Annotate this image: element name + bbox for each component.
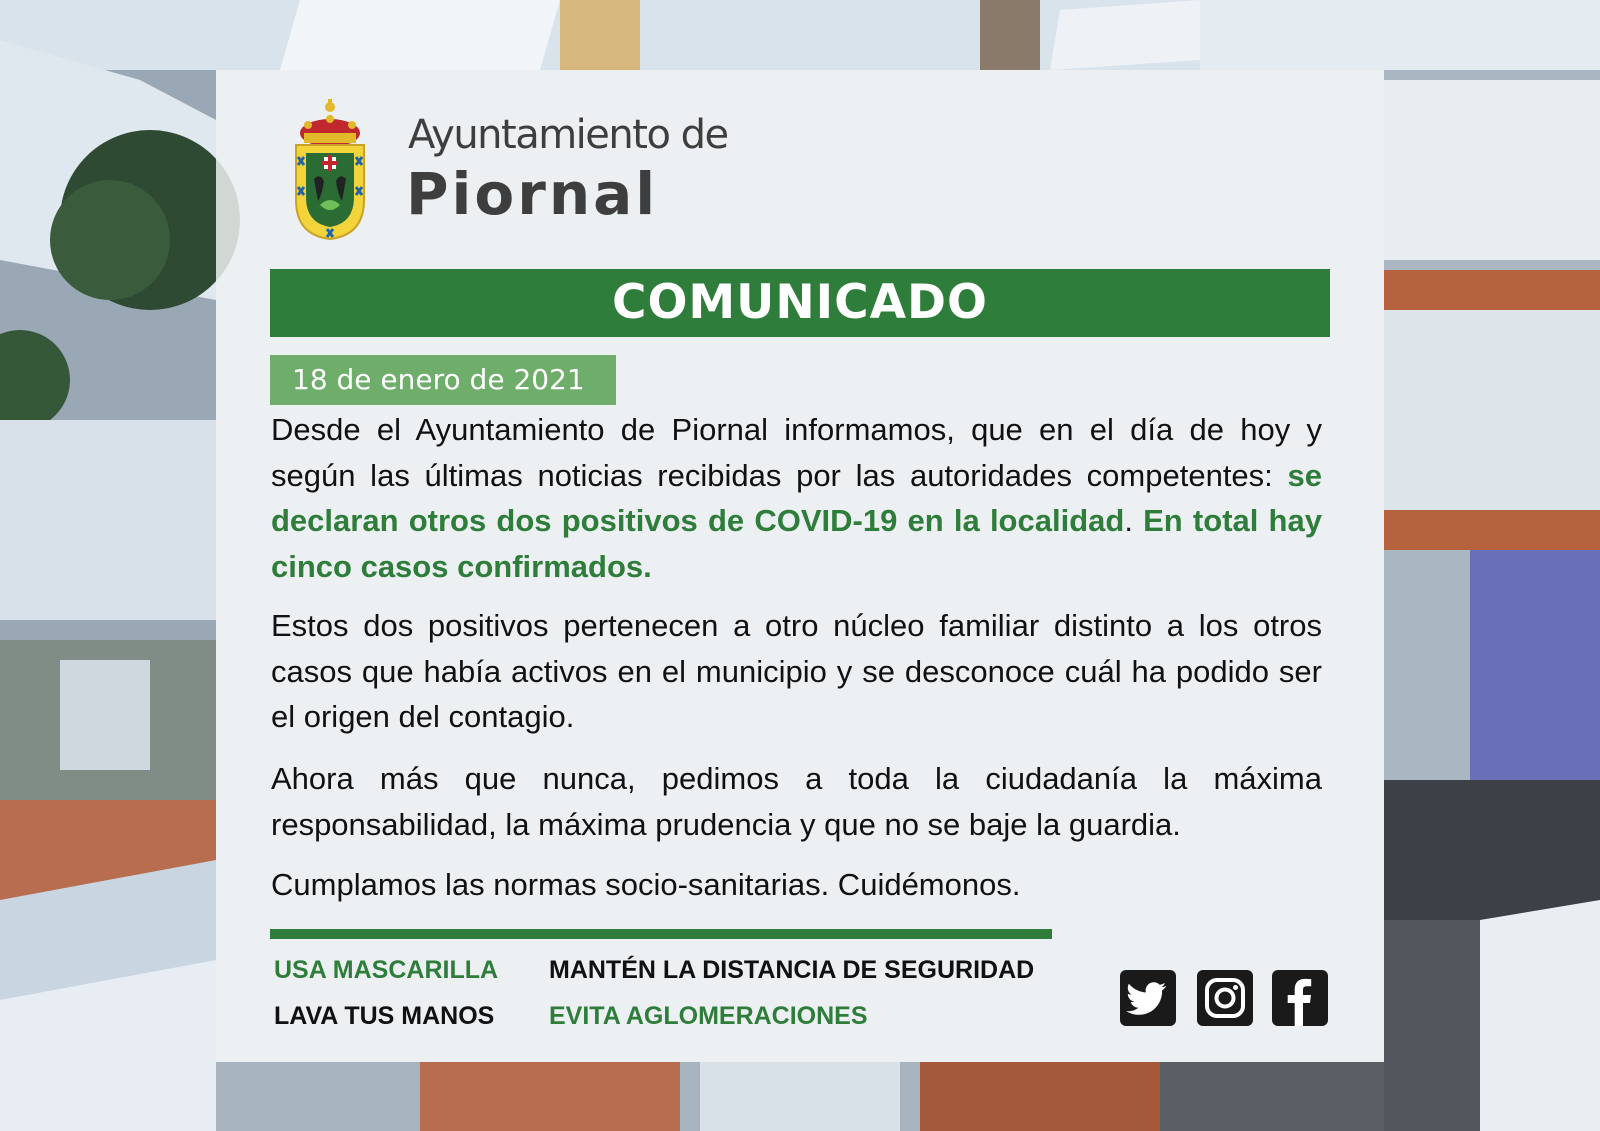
highlight-total-cases: En total hay cinco casos confirmados.	[271, 503, 1322, 584]
tip-hands: LAVA TUS MANOS	[274, 1002, 495, 1030]
tip-crowds: EVITA AGLOMERACIONES	[549, 1002, 868, 1030]
paragraph-1	[271, 407, 1322, 589]
divider	[270, 929, 1052, 939]
date-badge: 18 de enero de 2021	[270, 355, 616, 405]
coat-of-arms-logo	[290, 95, 370, 241]
tip-mask: USA MASCARILLA	[274, 956, 499, 984]
twitter-icon[interactable]	[1120, 970, 1176, 1026]
header-town-name: Piornal	[406, 160, 659, 228]
paragraph-1-period: .	[1124, 503, 1144, 538]
paragraph-4: Cumplamos las normas socio-sanitarias. Cuidémonos.	[271, 867, 1021, 902]
header-line1: Ayuntamiento de	[408, 112, 728, 158]
highlight-new-cases: se declaran otros dos positivos de COVID-19 en la localidad	[271, 457, 1322, 538]
facebook-icon[interactable]	[1272, 970, 1328, 1026]
page-title: COMUNICADO	[270, 269, 1330, 337]
tip-distance: MANTÉN LA DISTANCIA DE SEGURIDAD	[549, 956, 1035, 984]
paragraph-1-lead: Desde el Ayuntamiento de Piornal informamos, que en el día de hoy y según las últimas noticias recibidas por las autoridades competentes:	[271, 412, 1322, 493]
instagram-icon[interactable]	[1197, 970, 1253, 1026]
paragraph-3: Ahora más que nunca, pedimos a toda la ciudadanía la máxima responsabilidad, la máxima prudencia y que no se baje la guardia.	[271, 761, 1322, 842]
paragraph-2: Estos dos positivos pertenecen a otro núcleo familiar distinto a los otros casos que había activos en el municipio y se desconoce cuál ha podido ser el origen del contagio.	[271, 608, 1322, 734]
